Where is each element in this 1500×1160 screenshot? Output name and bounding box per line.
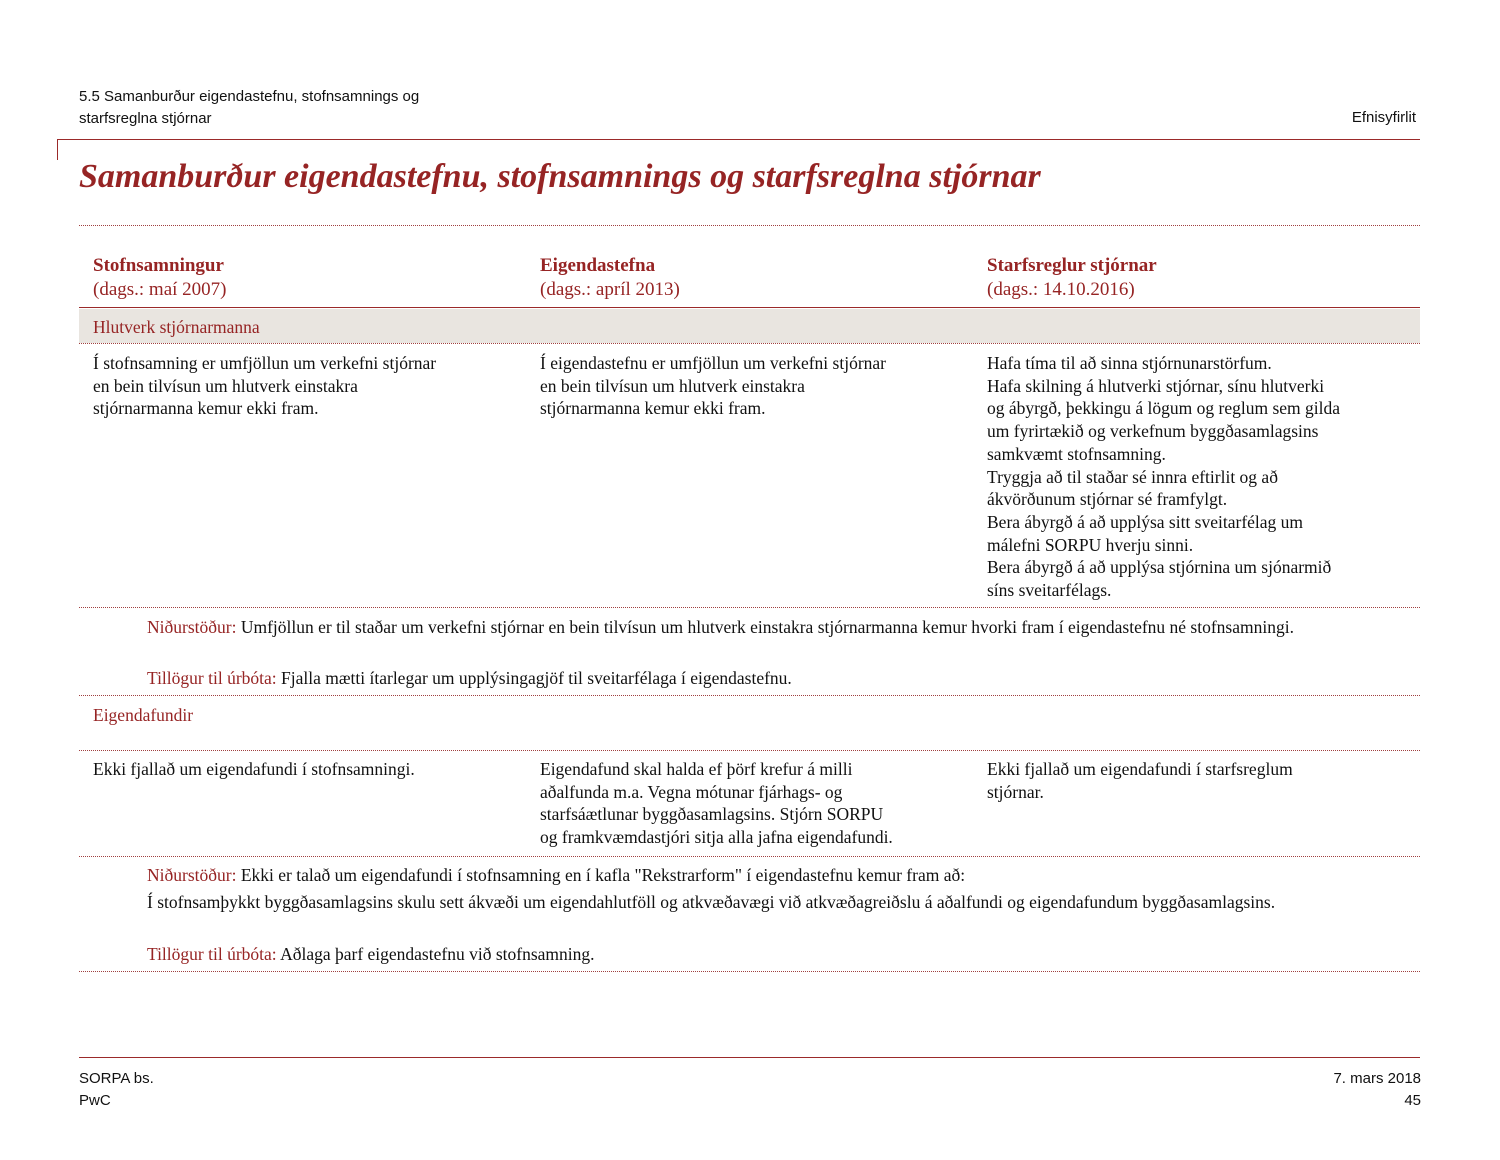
footer-date: 7. mars 2018	[1333, 1070, 1421, 1087]
cell-line: ákvörðunum stjórnar sé framfylgt.	[987, 489, 1228, 510]
divider	[79, 343, 1420, 344]
footer-firm: PwC	[79, 1092, 111, 1109]
header-rule-tick	[57, 139, 58, 160]
column-header-eigendastefna	[540, 254, 680, 302]
proposals	[147, 667, 1407, 690]
cell-line: starfsáætlunar byggðasamlagsins. Stjórn SORPU	[540, 804, 884, 825]
cell-line: stjórnarmanna kemur ekki fram.	[540, 398, 766, 419]
section-title-line2: starfsreglna stjórnar	[79, 110, 212, 127]
divider	[79, 225, 1420, 226]
header-underline	[79, 307, 1420, 308]
cell-line: stjórnarmanna kemur ekki fram.	[93, 398, 319, 419]
proposals-text: Aðlaga þarf eigendastefnu við stofnsamning.	[276, 944, 595, 964]
cell-line: síns sveitarfélags.	[987, 580, 1112, 601]
findings	[147, 864, 1407, 887]
footer-left	[79, 1068, 154, 1112]
findings-text: Umfjöllun er til staðar um verkefni stjórnar en bein tilvísun um hlutverk einstakra stjórnarmanna kemur hvorki fram í eigendastefnu né stofnsamningi.	[236, 617, 1294, 637]
cell-stofnsamningur	[93, 758, 523, 781]
divider	[79, 695, 1420, 696]
cell-line: en bein tilvísun um hlutverk einstakra	[540, 375, 805, 396]
divider	[79, 750, 1420, 751]
cell-line: málefni SORPU hverju sinni.	[987, 534, 1194, 555]
column-header-stofnsamningur	[93, 254, 227, 302]
cell-line: stjórnar.	[987, 781, 1044, 802]
proposals	[147, 943, 1407, 966]
header-rule	[57, 139, 1420, 140]
column-date: (dags.: maí 2007)	[93, 279, 227, 300]
cell-line: samkvæmt stofnsamning.	[987, 443, 1166, 464]
divider	[79, 856, 1420, 857]
cell-starfsreglur	[987, 758, 1417, 803]
cell-line: Bera ábyrgð á að upplýsa stjórnina um sjónarmið	[987, 557, 1332, 578]
cell-line: Eigendafund skal halda ef þörf krefur á milli	[540, 759, 853, 779]
section-heading-hlutverk: Hlutverk stjórnarmanna	[93, 317, 260, 337]
findings-quote: Í stofnsamþykkt byggðasamlagsins skulu sett ákvæði um eigendahlutföll og atkvæðavægi við atkvæðagreiðslu á aðalfundi og eigendafundum byggðasamlagsins.	[147, 892, 1276, 912]
column-name: Stofnsamningur	[93, 255, 224, 276]
cell-starfsreglur	[987, 352, 1417, 602]
cell-line: Ekki fjallað um eigendafundi í starfsreglum	[987, 759, 1293, 779]
cell-line: og framkvæmdastjóri sitja alla jafna eigendafundi.	[540, 827, 893, 848]
cell-line: Í eigendastefnu er umfjöllun um verkefni stjórnar	[540, 353, 887, 373]
findings	[147, 616, 1407, 639]
proposals-label: Tillögur til úrbóta:	[147, 944, 277, 964]
findings-label: Niðurstöður:	[147, 617, 237, 637]
section-breadcrumb	[79, 86, 419, 130]
proposals-text: Fjalla mætti ítarlegar um upplýsingagjöf til sveitarfélaga í eigendastefnu.	[276, 668, 792, 688]
cell-line: Hafa skilning á hlutverki stjórnar, sínu hlutverki	[987, 375, 1325, 396]
toc-link[interactable]: Efnisyfirlit	[1351, 109, 1416, 126]
page-title: Samanburður eigendastefnu, stofnsamnings og starfsreglna stjórnar	[79, 158, 1041, 195]
cell-line: Bera ábyrgð á að upplýsa sitt sveitarfélag um	[987, 511, 1304, 532]
column-date: (dags.: 14.10.2016)	[987, 279, 1135, 300]
divider	[79, 607, 1420, 608]
cell-eigendastefna	[540, 352, 970, 420]
footer-company: SORPA bs.	[79, 1070, 154, 1087]
footer-right	[1333, 1068, 1421, 1112]
proposals-label: Tillögur til úrbóta:	[147, 668, 277, 688]
divider	[79, 971, 1420, 972]
page-number: 45	[1404, 1092, 1421, 1109]
section-heading-eigendafundir: Eigendafundir	[93, 705, 194, 725]
column-header-starfsreglur	[987, 254, 1157, 302]
cell-line: Í stofnsamning er umfjöllun um verkefni stjórnar	[93, 353, 437, 373]
column-date: (dags.: apríl 2013)	[540, 279, 680, 300]
cell-line: Tryggja að til staðar sé innra eftirlit og að	[987, 466, 1278, 487]
cell-line: en bein tilvísun um hlutverk einstakra	[93, 375, 358, 396]
section-band	[79, 309, 1420, 343]
cell-line: aðalfunda m.a. Vegna mótunar fjárhags- og	[540, 781, 843, 802]
cell-line: Ekki fjallað um eigendafundi í stofnsamningi.	[93, 759, 415, 779]
cell-line: Hafa tíma til að sinna stjórnunarstörfum.	[987, 353, 1272, 373]
cell-line: um fyrirtækið og verkefnum byggðasamlagsins	[987, 421, 1319, 442]
cell-line: og ábyrgð, þekkingu á lögum og reglum sem gilda	[987, 398, 1341, 419]
cell-stofnsamningur	[93, 352, 523, 420]
footer-rule	[79, 1057, 1420, 1058]
findings-label: Niðurstöður:	[147, 865, 237, 885]
column-name: Eigendastefna	[540, 255, 656, 276]
column-name: Starfsreglur stjórnar	[987, 255, 1157, 276]
findings-text: Ekki er talað um eigendafundi í stofnsamning en í kafla "Rekstrarform" í eigendastefnu kemur fram að:	[236, 865, 966, 885]
cell-eigendastefna	[540, 758, 970, 849]
section-title-line1: 5.5 Samanburður eigendastefnu, stofnsamnings og	[79, 88, 420, 105]
